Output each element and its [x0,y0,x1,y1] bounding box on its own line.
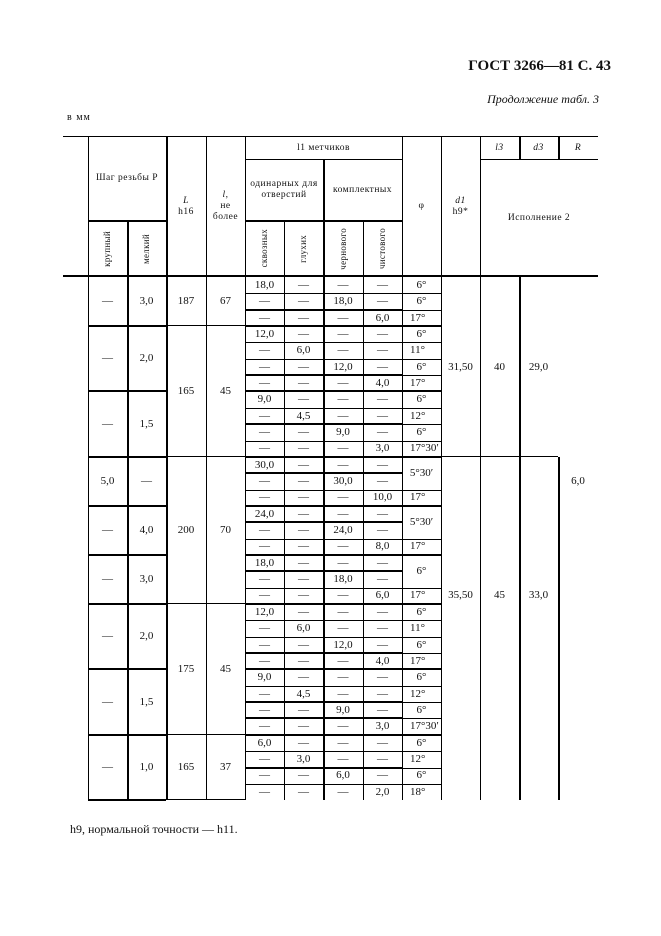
table-cell: — [298,556,309,569]
table-continuation-label: Продолжение табл. 3 [487,92,599,106]
table-rule [402,136,403,800]
header-text: Исполнение 2 [507,212,571,223]
table-cell: — [259,360,270,373]
table-cell: — [298,278,309,291]
table-cell: — [337,556,349,569]
header-text: чистового [377,227,388,269]
table-rule [480,136,481,800]
table-cell-phi: 6° [416,360,427,373]
table-cell: — [259,687,270,700]
table-cell: 4,0 [375,376,390,389]
header-finish [363,221,402,276]
header-text: Шаг резьбы P [95,173,159,184]
table-cell: — [337,622,349,635]
table-cell: — [377,638,388,651]
table-cell-phi: 11° [410,344,425,357]
table-cell: — [298,295,309,308]
table-cell: — [377,736,388,749]
table-rule [245,686,441,687]
table-cell: — [337,785,349,798]
table-cell: — [337,278,349,291]
table-cell: — [259,295,270,308]
table-cell: — [259,540,270,553]
table-cell: — [337,311,349,324]
table-cell: 18,0 [333,573,353,586]
table-rule [245,359,441,360]
table-cell: 3,0 [375,442,390,455]
table-cell: — [337,605,349,618]
header-text: h16 [178,206,194,217]
table-cell: — [377,344,388,357]
table-rule [480,159,598,160]
table-rule [245,668,441,670]
table-cell: — [377,327,388,340]
header-l3 [480,137,519,159]
table-cell: — [298,638,309,651]
table-cell: — [298,507,309,520]
header-text: сквозных [259,229,270,268]
table-rule [284,220,285,800]
page-header: ГОСТ 3266—81 С. 43 [468,58,611,74]
header-text: l, [222,190,229,201]
header-text: l1 метчиков [297,142,350,153]
table-cell: — [259,409,270,422]
table-rule [245,603,441,605]
table-cell: — [259,703,270,716]
table-rule [245,637,441,638]
table-rule [245,342,441,343]
table-cell: — [259,785,270,798]
table-rule [245,751,441,752]
header-text: одинарных для отверстий [250,179,318,200]
table-cell: — [298,589,309,602]
table-cell: — [337,720,349,733]
table-cell-phi: 5°30′ [409,515,434,528]
table-cell-R: 6,0 [571,475,585,488]
table-cell-L: 165 [177,385,195,398]
table-cell: — [259,752,270,765]
header-text: L [183,195,189,206]
table-cell-phi: 17° [410,311,426,324]
table-cell: 10,0 [372,491,393,504]
table-cell: — [259,376,270,389]
table-cell-coarse-pitch: — [102,417,113,430]
table-cell: — [337,442,349,455]
table-cell: — [298,524,309,537]
table-cell: — [377,360,388,373]
table-cell-l: 37 [220,761,231,774]
table-rule [558,136,560,159]
table-rule [519,277,521,800]
header-text: не [220,201,231,212]
table-cell-coarse-pitch: — [102,295,113,308]
table-rule [441,456,558,457]
table-cell-d3: 33,0 [528,589,549,602]
header-text: глухих [298,234,309,263]
table-cell: 30,0 [254,458,275,471]
table-cell: — [298,540,309,553]
table-cell: — [298,654,309,667]
table-cell: — [377,393,388,406]
table-cell-fine-pitch: — [141,475,152,488]
table-cell-d3: 29,0 [528,360,549,373]
table-cell: — [377,703,388,716]
header-fine [127,221,166,276]
table-rule [127,220,129,800]
table-cell-l: 45 [220,663,231,676]
table-cell-fine-pitch: 1,5 [139,417,154,430]
table-cell-L: 175 [177,663,195,676]
table-cell: — [377,573,388,586]
table-cell-phi: 17° [410,654,426,667]
table-cell-coarse-pitch: — [102,761,113,774]
units-label: в мм [67,112,91,123]
table-cell: 6,0 [375,311,390,324]
table-cell: — [259,524,270,537]
table-cell: — [259,622,270,635]
header-rough [323,221,363,276]
header-d3 [519,137,558,159]
table-cell: — [298,425,309,438]
table-cell-phi: 5°30′ [409,466,434,479]
table-cell: — [259,311,270,324]
table-rule [558,457,560,800]
header-phi [402,137,441,276]
table-cell-phi: 6° [416,769,427,782]
header-R [558,137,598,159]
table-cell-fine-pitch: 1,5 [139,695,154,708]
table-cell: — [337,376,349,389]
table-cell: — [337,507,349,520]
header-text: d3 [533,142,544,153]
table-cell-phi: 6° [416,393,427,406]
table-cell-l: 67 [220,295,231,308]
table-cell-phi: 17° [410,376,426,389]
table-cell-phi: 6° [416,327,427,340]
table-cell: — [259,491,270,504]
table-cell: 4,0 [375,654,390,667]
header-thread-pitch [88,137,166,220]
header-text: l3 [495,142,504,153]
header-text: более [212,211,239,222]
table-cell-l3: 40 [494,360,505,373]
table-cell: — [298,736,309,749]
table-cell-phi: 17° [410,491,426,504]
table-cell: — [298,573,309,586]
table-cell: — [259,769,270,782]
header-text: крупный [102,230,113,267]
table-cell-phi: 6° [416,425,427,438]
table-cell-fine-pitch: 1,0 [139,761,154,774]
table-cell-phi: 6° [416,703,427,716]
table-cell-fine-pitch: 2,0 [139,630,154,643]
table-cell: 8,0 [375,540,390,553]
table-cell: — [259,344,270,357]
table-cell: 6,0 [336,769,350,782]
table-rule [63,275,598,277]
table-cell-phi: 17° [410,540,426,553]
table-cell-phi: 6° [416,638,427,651]
table-cell-d1: 35,50 [448,589,473,602]
table-cell: 6,0 [296,344,311,357]
table-cell: — [377,671,388,684]
table-cell: — [298,311,309,324]
table-cell-coarse-pitch: — [102,524,113,537]
table-cell: — [298,442,309,455]
table-cell-phi: 6° [416,736,427,749]
table-cell: — [298,376,309,389]
table-cell: 3,0 [296,752,311,765]
table-rule [245,325,441,327]
table-cell: — [337,409,349,422]
table-cell: — [259,442,270,455]
table-cell: 18,0 [254,278,275,291]
table-cell: — [377,425,388,438]
table-cell-phi: 6° [416,278,427,291]
table-rule [245,620,441,621]
table-cell: — [259,720,270,733]
table-cell: — [377,278,388,291]
table-cell-phi: 6° [416,605,427,618]
table-rule [519,136,521,159]
table-cell: 3,0 [375,720,390,733]
table-cell: — [259,425,270,438]
table-cell-d1: 31,50 [448,360,473,373]
table-cell: — [377,458,388,471]
table-cell: 4,5 [296,409,311,422]
table-rule [245,490,441,491]
table-cell: — [377,687,388,700]
table-cell: 9,0 [257,393,272,406]
table-cell-phi: 18° [410,785,426,798]
table-cell: — [259,589,270,602]
table-rule [363,220,364,800]
table-cell: 24,0 [333,524,353,537]
table-rule [245,505,441,507]
table-rule [245,554,441,556]
table-rule [63,136,598,137]
table-cell: — [298,360,309,373]
table-cell: 12,0 [254,327,275,340]
table-rule [245,456,441,458]
table-cell: — [337,736,349,749]
table-cell: — [298,769,309,782]
table-cell: — [337,458,349,471]
table-cell: — [377,556,388,569]
header-coarse [88,221,127,276]
table-cell: — [259,654,270,667]
table-cell: 2,0 [375,785,390,798]
table-cell-L: 200 [177,524,195,537]
header-text: φ [418,201,425,212]
table-rule [245,293,441,294]
table-cell: — [298,491,309,504]
table-rule [245,136,246,800]
header-text: чернового [337,227,348,270]
table-cell-L: 165 [177,761,195,774]
table-cell-phi: 17°30′ [410,442,439,455]
table-cell-phi: 6° [416,564,427,577]
table-rule [245,408,441,409]
header-l1 [245,137,402,159]
table-cell: — [298,703,309,716]
table-cell: 4,5 [296,687,311,700]
header-single [245,160,323,220]
table-cell: 6,0 [296,622,311,635]
table-cell: — [298,785,309,798]
table-cell-phi: 17°30′ [410,720,439,733]
table-cell: — [259,573,270,586]
table-rule [88,136,89,800]
header-L [166,137,206,276]
table-cell-L: 187 [177,295,195,308]
table-rule [323,159,325,800]
table-cell-phi: 12° [410,752,426,765]
table-cell: — [337,654,349,667]
header-d1 [441,137,480,276]
header-complete [323,160,402,220]
table-cell: 30,0 [333,475,353,488]
table-cell: — [337,589,349,602]
table-cell: 9,0 [336,425,350,438]
table-cell-fine-pitch: 4,0 [139,524,154,537]
table-cell: — [337,491,349,504]
table-cell: 12,0 [333,638,353,651]
table-cell: — [377,409,388,422]
table-cell-fine-pitch: 3,0 [139,573,154,586]
table-cell-coarse-pitch: — [102,352,113,365]
table-cell: — [337,344,349,357]
table-rule [245,588,441,589]
table-cell-phi: 6° [416,671,427,684]
table-cell: — [377,752,388,765]
table-cell: 12,0 [254,605,275,618]
header-text: мелкий [141,233,152,264]
header-text: d1 [455,195,466,206]
table-cell-coarse-pitch: — [102,630,113,643]
table-cell: — [337,752,349,765]
table-cell: 6,0 [375,589,390,602]
footnote: h9, нормальной точности — h11. [70,822,238,836]
table-cell: — [377,524,388,537]
table-cell-coarse-pitch: — [102,695,113,708]
table-cell: 6,0 [257,736,272,749]
table-cell: — [259,475,270,488]
table-rule [245,390,441,392]
table-cell: — [298,671,309,684]
table-cell: — [337,687,349,700]
table-cell: 18,0 [333,295,353,308]
table-cell: — [259,638,270,651]
table-cell: — [337,327,349,340]
table-cell-phi: 12° [410,409,426,422]
table-cell-l: 70 [220,524,231,537]
header-blind [284,221,323,276]
header-text: h9* [452,206,469,217]
table-cell: — [377,295,388,308]
table-cell: — [298,475,309,488]
header-text: комплектных [332,184,393,195]
table-cell: — [298,458,309,471]
table-cell-l3: 45 [494,589,505,602]
table-cell-phi: 12° [410,687,426,700]
table-cell: 24,0 [254,507,275,520]
header-execution [480,160,598,276]
table-rule [245,734,441,736]
header-l [206,137,245,276]
table-cell: 9,0 [257,671,272,684]
table-cell: — [377,475,388,488]
table-cell: — [337,671,349,684]
table-cell-fine-pitch: 2,0 [139,352,154,365]
table-cell: 18,0 [254,556,275,569]
table-cell: — [298,605,309,618]
table-rule [245,784,441,785]
header-text: R [574,142,582,153]
table-cell: — [377,622,388,635]
table-cell: — [298,720,309,733]
table-cell: 9,0 [336,703,350,716]
table-cell: — [377,605,388,618]
table-cell: — [377,769,388,782]
table-cell-phi: 17° [410,589,426,602]
table-rule [441,136,442,800]
table-cell: — [337,393,349,406]
header-through [245,221,284,276]
table-rule [166,136,168,800]
table-cell: — [337,540,349,553]
table-cell: — [377,507,388,520]
table-cell-l: 45 [220,385,231,398]
table-cell: — [298,393,309,406]
table-cell-phi: 11° [410,622,425,635]
table-rule [245,539,441,540]
table-cell-fine-pitch: 3,0 [139,295,154,308]
table-rule [245,441,441,442]
table-rule [206,136,207,800]
table-cell-phi: 6° [416,295,427,308]
table-cell-coarse-pitch: — [102,573,113,586]
table-cell: 12,0 [333,360,353,373]
table-cell-coarse-pitch: 5,0 [100,475,115,488]
table-cell: — [298,327,309,340]
